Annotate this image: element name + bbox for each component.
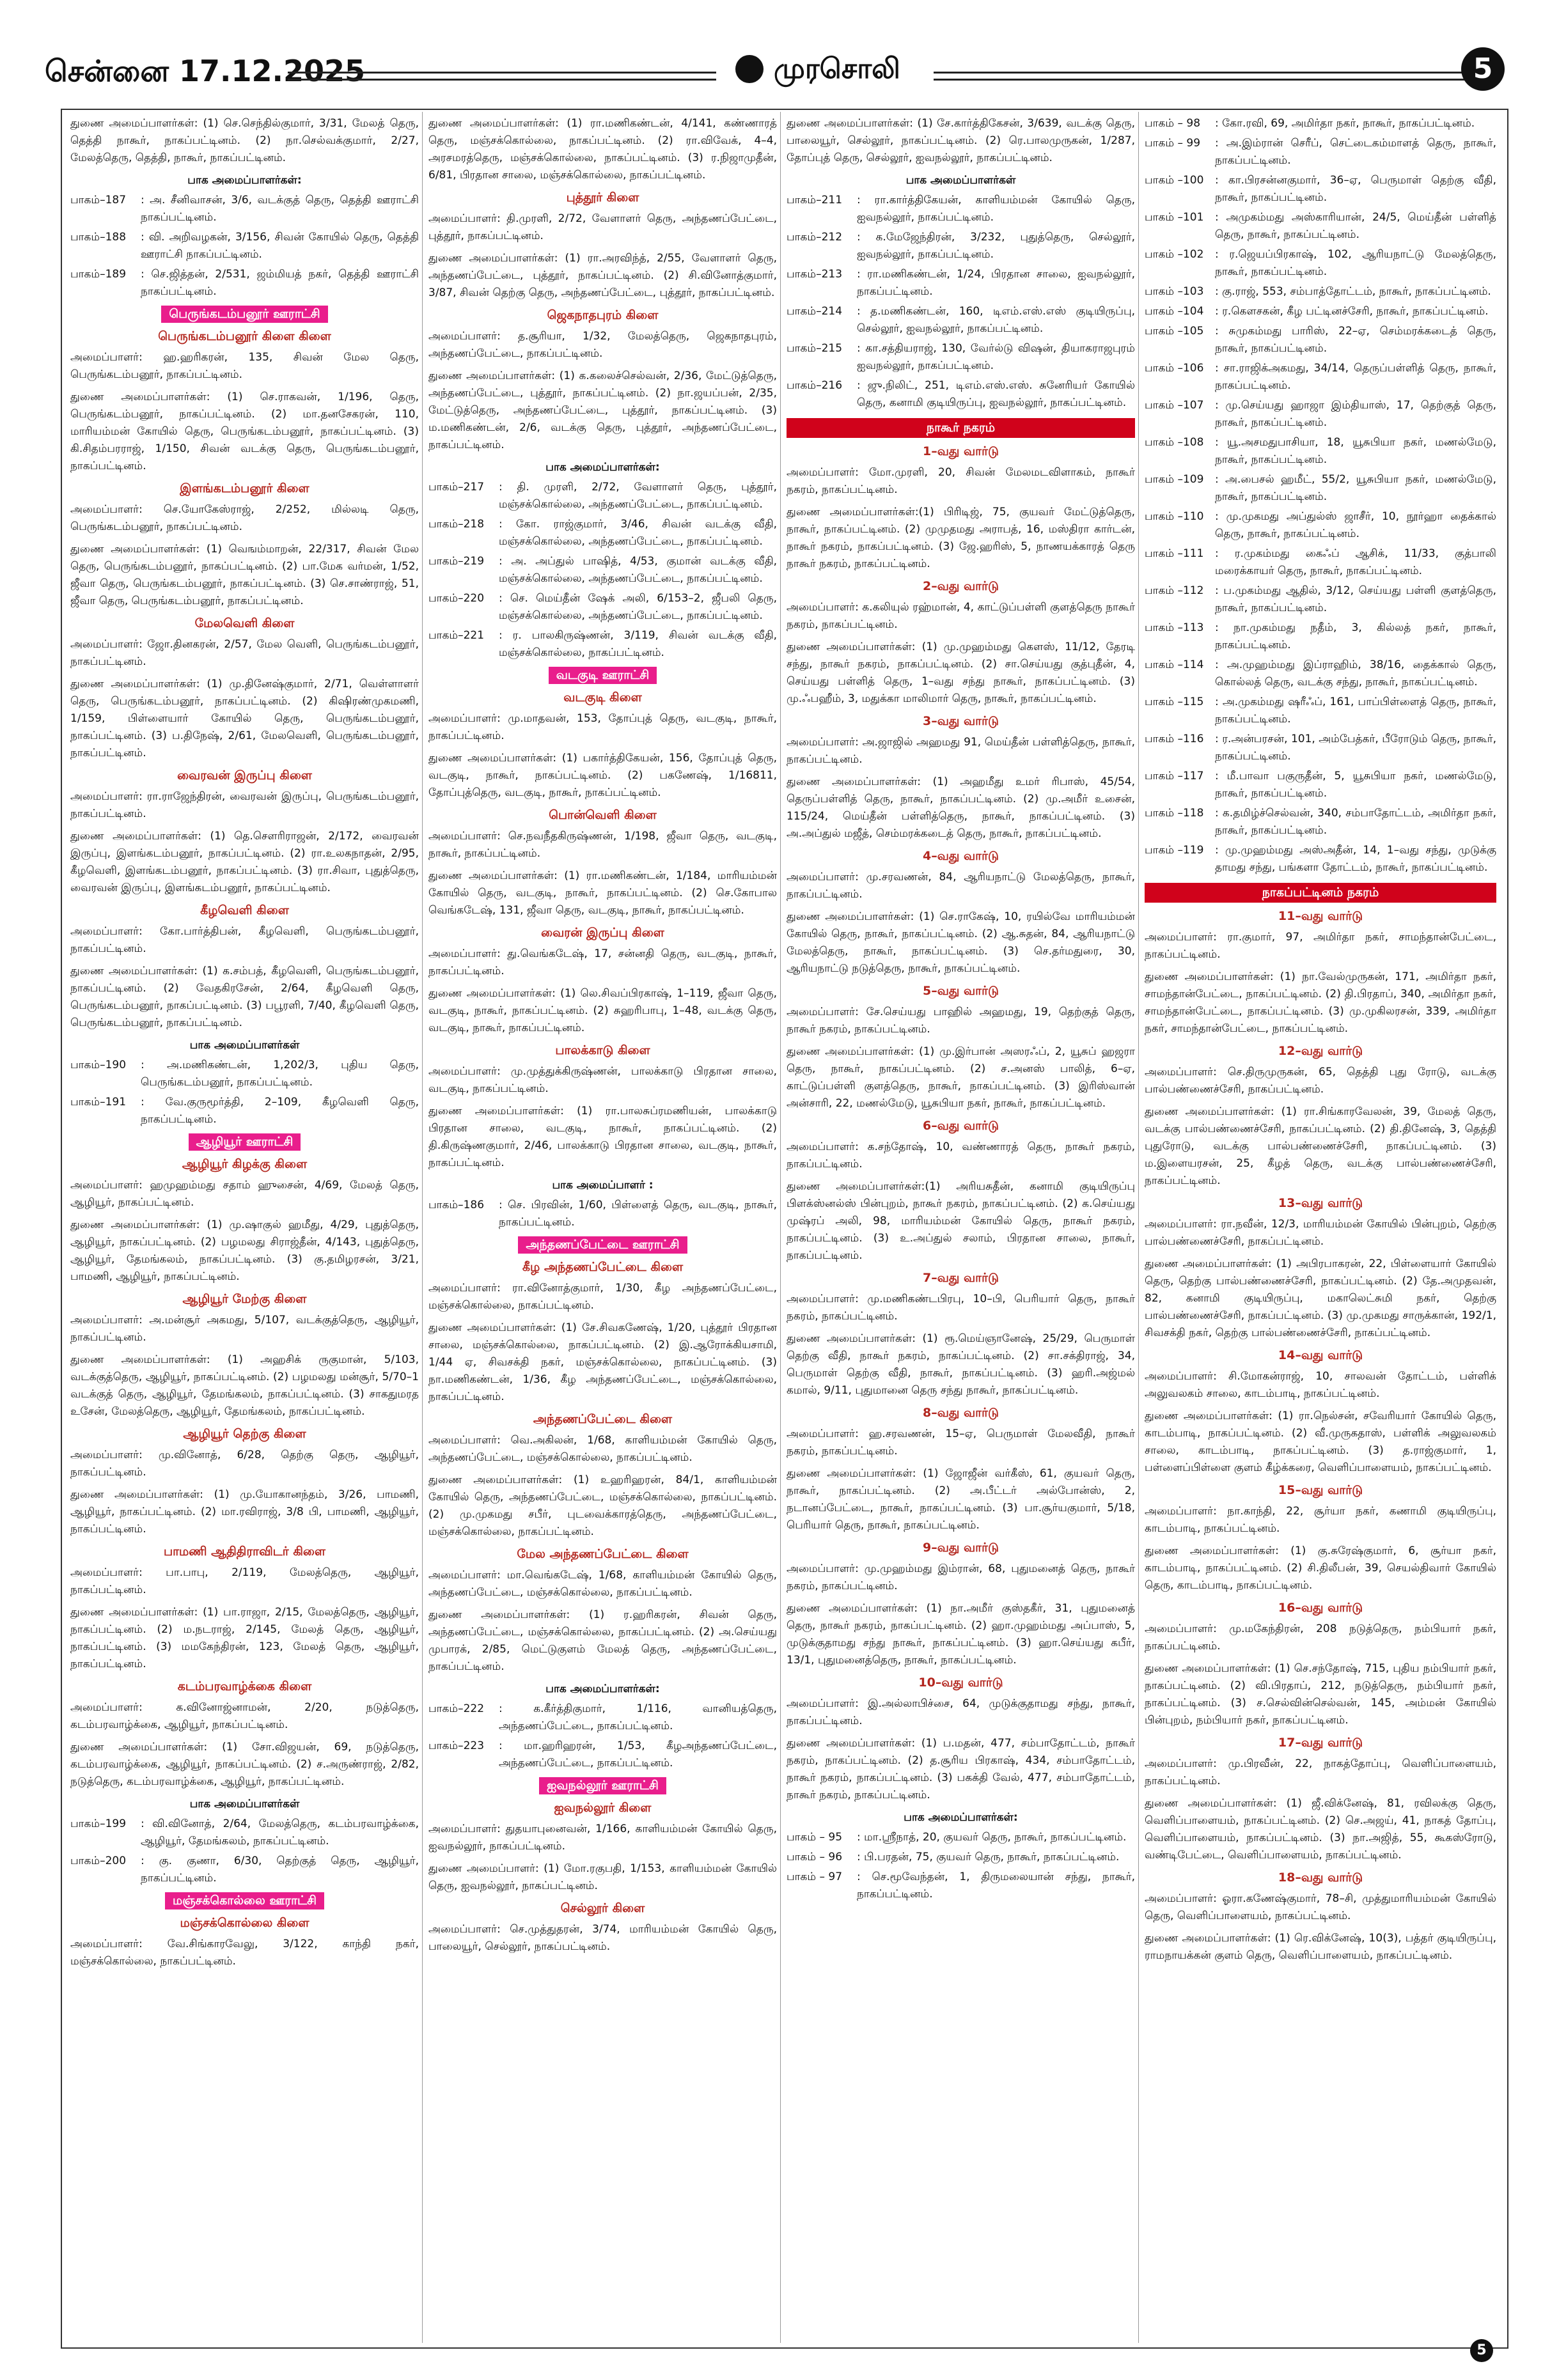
booth-number: பாகம் –115 — [1145, 696, 1204, 708]
booth-organizer: : த.மணிகண்டன், 160, டிஎம்.எஸ்.எஸ் குடியிருப்பு, செல்லூர், ஐவநல்லூர், நாகப்பட்டினம். — [857, 305, 1135, 335]
booth-number: பாகம்–217 — [428, 481, 485, 494]
panchayat-heading: அந்தணப்பேட்டை ஊராட்சி — [518, 1236, 687, 1254]
booth-row — [1145, 323, 1496, 357]
deputy-organizers: துணை அமைப்பாளர்கள்: (1) க.சம்பத், கீழவெளி, பெருங்கடம்பனூர், நாகப்பட்டினம். (2) வேதகிரசேன், 2/64, கீழவெளி தெரு, பெருங்கடம்பனூர், நாகப்பட்டினம். (3) பபூரளி, 7/40, கீழவெளி தெரு, பெருங்கடம்பனூர், நாகப்பட்டினம். — [70, 965, 419, 1029]
booth-number: பாகம்–218 — [428, 518, 485, 531]
booth-organizer: : மு.செய்யது ஹாஜா இம்தியாஸ், 17, தெற்குத் தெரு, நாகூர், நாகப்பட்டினம். — [1215, 399, 1496, 429]
issue-date: சென்னை 17.12.2025 — [45, 54, 366, 88]
booth-organizer: : தி. முரளி, 2/72, வேளாளர் தெரு, புத்தூர், மஞ்சக்கொல்லை, அந்தணப்பேட்டை, நாகப்பட்டினம். — [499, 481, 777, 511]
booth-organizers-heading: பாக அமைப்பாளர்கள் — [905, 174, 1016, 187]
booth-organizers-heading: பாக அமைப்பாளர்கள்: — [545, 1683, 660, 1695]
organizer: அமைப்பாளர்: மு.மகேந்திரன், 208 நடுத்தெரு, நம்பியார் நகர், நாகப்பட்டினம். — [1145, 1622, 1496, 1653]
booth-number: பாகம் –119 — [1145, 844, 1204, 857]
booth-row — [787, 1869, 1135, 1903]
booth-row — [1145, 172, 1496, 206]
deputy-organizers: துணை அமைப்பாளர்கள்: (1) மு.இர்பான் அஸரஃப், 2, யூசுப் ஹஜரா தெரு, நாகூர், நாகப்பட்டினம். (2) ச.அனஸ் பாலித், 6–ஏ, காட்டுப்பள்ளி குளத்தெரு, நாகூர், நாகப்பட்டினம். (3) இரிஸ்வான் அன்சாரி, 22, மணல்மேடு, யூசுபியா நகர், நாகூர், நாகப்பட்டினம். — [787, 1045, 1135, 1110]
organizer: அமைப்பாளர்: மு.மணிகண்டபிரபு, 10–பி, பெரியார் தெரு, நாகூர் நகரம், நாகப்பட்டினம். — [787, 1293, 1135, 1323]
booth-number: பாகம்–213 — [787, 268, 843, 281]
brand-logo-icon — [735, 55, 764, 83]
panchayat-heading: பெருங்கடம்பனூர் ஊராட்சி — [161, 306, 327, 323]
booth-number: பாகம் –111 — [1145, 547, 1204, 560]
booth-organizer: : மீ.பாவா பகுருதீன், 5, யூசுபியா நகர், மணல்மேடு, நாகூர், நாகப்பட்டினம். — [1215, 770, 1496, 800]
booth-row — [70, 1094, 419, 1128]
deputy-organizers: துணை அமைப்பாளர்கள்: (1) நா.வேல்முருகன், 171, அமிர்தா நகர், சாமந்தான்பேட்டை, நாகப்பட்டினம். (2) தி.பிரதாப், 340, அமிர்தா நகர், சாமந்தான்பேட்டை, நாகப்பட்டினம். (3) மு.முகிலரசன், 339, அமிர்தா நகர், சாமந்தான்பேட்டை, நாகப்பட்டினம். — [1145, 970, 1496, 1035]
ward-heading: 1–வது வார்டு — [923, 444, 999, 458]
booth-row — [1145, 582, 1496, 617]
booth-row — [1145, 694, 1496, 728]
booth-row — [428, 1738, 777, 1772]
booth-organizer: : அ.முகம்மது ஷரீஃப், 161, பாப்பிள்ளைத் தெரு, நாகூர், நாகப்பட்டினம். — [1215, 696, 1496, 726]
deputy-organizers: துணை அமைப்பாளர்கள்: (1) லெ.சிவப்பிரகாஷ், 1–119, ஜீவா தெரு, வடகுடி, நாகூர், நாகப்பட்டினம். (2) சுஹரிபாபு, 1–48, வடக்கு தெரு, வடகுடி, நாகூர், நாகப்பட்டினம். — [428, 987, 777, 1034]
ward-heading: 7–வது வார்டு — [923, 1271, 999, 1285]
column-divider — [780, 112, 781, 2343]
booth-organizer: : மா.ஸ்ரீநாத், 20, குயவர் தெரு, நாகூர், நாகப்பட்டினம். — [857, 1831, 1127, 1844]
deputy-organizers: துணை அமைப்பாளர்கள்: (1) ரெ.விக்னேஷ், 10(3), பத்தர் குடியிருப்பு, ராமநாயக்கன் குளம் தெரு, வெளிப்பாளையம், நாகப்பட்டினம். — [1145, 1932, 1496, 1962]
column-1 — [70, 115, 419, 2327]
ward-heading: 15–வது வார்டு — [1278, 1483, 1363, 1497]
booth-row — [1145, 657, 1496, 691]
booth-row — [1145, 283, 1496, 300]
booth-number: பாகம் –114 — [1145, 658, 1204, 671]
booth-organizer: : ர.கௌசகன், கீழ பட்டினச்சேரி, நாகூர், நாகப்பட்டினம். — [1215, 305, 1489, 318]
ward-heading: 11–வது வார்டு — [1278, 909, 1363, 923]
booth-organizer: : க.தமிழ்ச்செல்வன், 340, சம்பாதோட்டம், அமிர்தா நகர், நாகூர், நாகப்பட்டினம். — [1215, 807, 1496, 837]
booth-organizer: : மா.ஹரிஹரன், 1/53, கீழஅந்தணப்பேட்டை, அந்தணப்பேட்டை, நாகப்பட்டினம். — [499, 1739, 777, 1769]
booth-number: பாகம் –106 — [1145, 362, 1204, 375]
column-divider — [422, 112, 423, 2343]
ward-heading: 13–வது வார்டு — [1278, 1196, 1363, 1210]
organizer: அமைப்பாளர்: செ.யோகேஸ்ராஜ், 2/252, மில்லடி தெரு, பெருங்கடம்பனூர், நாகப்பட்டினம். — [70, 503, 419, 533]
deputy-organizers: துணை அமைப்பாளர்கள்: (1) சே.சிவகணேஷ், 1/20, புத்தூர் பிரதான சாலை, மஞ்சக்கொல்லை, நாகப்பட்டினம். (2) இ.ஆரோக்கியசாமி, 1/44 ஏ, சிவசக்தி நகர், மஞ்சக்கொல்லை, நாகப்பட்டினம். (3) நா.மணிகண்டன், 1/36, கீழ அந்தணப்பேட்டை, மஞ்சக்கொல்லை, நாகப்பட்டினம். — [428, 1321, 777, 1403]
organizer: அமைப்பாளர்: செ.நவநீதகிருஷ்ணன், 1/198, ஜீவா தெரு, வடகுடி, நாகூர், நாகப்பட்டினம். — [428, 830, 777, 860]
branch-heading: வைரவன் இருப்பு கிளை — [177, 768, 312, 782]
booth-number: பாகம்–216 — [787, 379, 843, 392]
branch-heading: ஜெகநாதபுரம் கிளை — [547, 308, 659, 322]
deputy-organizers: துணை அமைப்பாளர்கள்: (1) செ.ராகேஷ், 10, ரயில்வே மாரியம்மன் கோயில் தெரு, நாகூர், நாகப்பட்டினம். (2) ஆ.சுதன், 84, ஆரியநாட்டு மேலத்தெரு, நாகூர், நாகப்பட்டினம். (3) செ.தர்மதுரை, 30, ஆரியநாட்டு நடுத்தெரு, நாகூர், நாகப்பட்டினம். — [787, 910, 1135, 975]
booth-number: பாகம் –104 — [1145, 305, 1204, 318]
deputy-organizers: துணை அமைப்பாளர்கள்: (1) ப.மதன், 477, சம்பாதோட்டம், நாகூர் நகரம், நாகப்பட்டினம். (2) த.சூரிய பிரகாஷ், 434, சம்பாதோட்டம், நாகூர் நகரம், நாகப்பட்டினம். (3) பகக்தி வேல், 477, சம்பாதோட்டம், நாகூர் நகரம், நாகப்பட்டினம். — [787, 1737, 1135, 1801]
organizer: அமைப்பாளர்: இ.அல்லாபிச்சை, 64, முடுக்குதாமது சந்து, நாகூர், நாகப்பட்டினம். — [787, 1697, 1135, 1727]
booth-organizer: : கு.ராஜ், 553, சம்பாத்தோட்டம், நாகூர், நாகப்பட்டினம். — [1215, 285, 1491, 298]
booth-organizer: : அ.பைசல் ஹமீட், 55/2, யூசுபியா நகர், மணல்மேடு, நாகூர், நாகப்பட்டினம். — [1215, 473, 1496, 503]
branch-heading: புத்தூர் கிளை — [566, 191, 639, 205]
booth-number: பாகம்–190 — [70, 1059, 127, 1071]
booth-row — [1145, 768, 1496, 802]
booth-row — [428, 516, 777, 550]
deputy-organizers: துணை அமைப்பாளர்கள்: (1) க.கலைச்செல்வன், 2/36, மேட்டுத்தெரு, அந்தணப்பேட்டை, புத்தூர், நாகப்பட்டினம். (2) நா.ஜயப்பன், 2/35, மேட்டுத்தெரு, அந்தணப்பேட்டை, புத்தூர், நாகப்பட்டினம். (3) ம.மணிகண்டன், 2/6, வடக்கு தெரு, புத்தூர், அந்தணப்பேட்டை, நாகப்பட்டினம். — [428, 369, 777, 451]
booth-number: பாகம் –113 — [1145, 621, 1204, 634]
organizer: அமைப்பாளர்: வே.சிங்காரவேலு, 3/122, காந்தி நகர், மஞ்சக்கொல்லை, நாகப்பட்டினம். — [70, 1938, 419, 1968]
organizer: அமைப்பாளர்: த.சூரியா, 1/32, மேலத்தெரு, ஜெகநாதபுரம், அந்தணப்பேட்டை, நாகப்பட்டினம். — [428, 330, 777, 360]
booth-row — [1145, 842, 1496, 876]
deputy-organizers: துணை அமைப்பாளர்கள்: (1) உஹரிஹரன், 84/1, காளியம்மன் கோயில் தெரு, அந்தணப்பேட்டை, மஞ்சக்கொல்லை, நாகப்பட்டினம். (2) மு.முகமது சபீர், புடவைக்காரத்தெரு, அந்தணப்பேட்டை, மஞ்சக்கொல்லை, நாகப்பட்டினம். — [428, 1474, 777, 1538]
booth-row — [787, 377, 1135, 412]
organizer: அமைப்பாளர்: ஹ.ஹரிகரன், 135, சிவன் மேல தெரு, பெருங்கடம்பனூர், நாகப்பட்டினம். — [70, 351, 419, 381]
organizer: அமைப்பாளர்: ஹ.சரவணன், 15–ஏ, பெருமாள் மேலவீதி, நாகூர் நகரம், நாகப்பட்டினம். — [787, 1427, 1135, 1458]
booth-organizer: : வி. அறிவழகன், 3/156, சிவன் கோயில் தெரு, தெத்தி ஊராட்சி நாகப்பட்டினம். — [141, 231, 419, 261]
column-2 — [428, 115, 777, 2327]
booth-row — [787, 340, 1135, 375]
booth-number: பாகம் –108 — [1145, 436, 1204, 449]
organizer: அமைப்பாளர்: வெ.அகிலன், 1/68, காளியம்மன் கோயில் தெரு, அந்தணப்பேட்டை, மஞ்சக்கொல்லை, நாகப்பட்டினம். — [428, 1434, 777, 1464]
ward-heading: 10–வது வார்டு — [918, 1676, 1003, 1690]
booth-organizers-heading: பாக அமைப்பாளர்கள் — [189, 1798, 300, 1810]
ward-heading: 12–வது வார்டு — [1278, 1044, 1363, 1058]
booth-row — [1145, 508, 1496, 543]
organizer: அமைப்பாளர்: அ.மன்சூர் அகமது, 5/107, வடக்குத்தெரு, ஆழியூர், நாகப்பட்டினம். — [70, 1314, 419, 1344]
deputy-organizers: துணை அமைப்பாளர்கள்: (1) அஹசிக் ருகுமான், 5/103, வடக்குத்தெரு, ஆழியூர், நாகப்பட்டினம். (2) பழமலது மன்சூர், 5/70–1 வடக்குத் தெரு, ஆழியூர், தேமங்கலம், நாகப்பட்டினம். (3) சாகதுமரத உசேன், மேலத்தெரு, ஆழியூர், தேமங்கலம், நாகப்பட்டினம். — [70, 1353, 419, 1418]
booth-row — [428, 1700, 777, 1735]
booth-row — [428, 590, 777, 625]
booth-number: பாகம்–199 — [70, 1817, 127, 1830]
masthead — [38, 50, 1505, 95]
organizer: அமைப்பாளர்: கோ.பார்த்திபன், கீழவெளி, பெருங்கடம்பனூர், நாகப்பட்டினம். — [70, 925, 419, 955]
booth-organizer: : சுமுகம்மது பாரிஸ், 22–ஏ, செம்மரக்கடைத் தெரு, நாகூர், நாகப்பட்டினம். — [1215, 325, 1496, 355]
booth-row — [1145, 360, 1496, 394]
ward-heading: 18–வது வார்டு — [1278, 1871, 1363, 1885]
branch-heading: செல்லூர் கிளை — [560, 1901, 645, 1915]
booth-organizer: : அ.முஹம்மது இப்ராஹிம், 38/16, தைக்கால் தெரு, கொல்லத் தெரு, வடக்கு சந்து, நாகூர், நாகப்பட்டினம். — [1215, 658, 1496, 688]
deputy-organizers: துணை அமைப்பாளர்கள்: (1) ஜீ.விக்னேஷ், 81, ரவிலக்கு தெரு, வெளிப்பாளையம், நாகப்பட்டினம். (2) செ.அஜய், 41, நாகத் தோப்பு, வெளிப்பாளையம், நாகப்பட்டினம். (3) நா.அஜித், 55, கூகஸ்ரோடு, வண்டிபேட்டை, வெளிப்பாளையம், நாகப்பட்டினம். — [1145, 1797, 1496, 1862]
booth-row — [1145, 209, 1496, 244]
booth-number: பாகம் –117 — [1145, 770, 1204, 782]
branch-heading: கீழ அந்தணப்பேட்டை கிளை — [522, 1260, 684, 1274]
ward-heading: 9–வது வார்டு — [923, 1541, 999, 1555]
booth-organizer: : சா.ராஜிக்அகமது, 34/14, தெருப்பள்ளித் தெரு, நாகூர், நாகப்பட்டினம். — [1215, 362, 1496, 392]
deputy-organizers: துணை அமைப்பாளர்கள்: (1) ரா.நெல்சன், சவேரியார் கோயில் தெரு, காடம்பாடி, நாகப்பட்டினம். (2) வீ.முருகதாஸ், பள்ளிக் அலுவலகம் சாலை, காடம்பாடி, நாகப்பட்டினம். (3) த.ராஜ்குமார், 1, பள்ளைப்பிள்ளை குளம் கீழ்க்கரை, வெளிப்பாளையம், நாகப்பட்டினம். — [1145, 1410, 1496, 1474]
booth-number: பாகம்–222 — [428, 1702, 485, 1715]
booth-number: பாகம் –107 — [1145, 399, 1204, 412]
branch-heading: பாலக்காடு கிளை — [555, 1043, 650, 1057]
booth-organizer: : செ. பிரவின், 1/60, பிள்ளைத் தெரு, வடகுடி, நாகூர், நாகப்பட்டினம். — [499, 1199, 777, 1229]
panchayat-heading: மஞ்சக்கொல்லை ஊராட்சி — [165, 1892, 324, 1909]
deputy-organizers: துணை அமைப்பாளர்கள்: (1) ரா.மணிகண்டன், 4/141, கண்ணாரத் தெரு, மஞ்சக்கொல்லை, நாகப்பட்டினம். (2) ரா.விவேக், 4–4, அரசமரத்தெரு, மஞ்சக்கொல்லை, நாகப்பட்டினம். (3) ர.நிஜாமுதீன், 6/81, பிரதான சாலை, மஞ்சக்கொல்லை, நாகப்பட்டினம். — [428, 117, 777, 182]
booth-organizer: : ர.ஜெயப்பிரகாஷ், 102, ஆரியநாட்டு மேலத்தெரு, நாகூர், நாகப்பட்டினம். — [1215, 248, 1496, 278]
booth-organizer: : நா.முகம்மது நதீம், 3, கில்லத் நகர், நாகூர், நாகப்பட்டினம். — [1215, 621, 1496, 651]
booth-row — [1145, 115, 1496, 132]
booth-number: பாகம்–187 — [70, 194, 127, 206]
ward-heading: 17–வது வார்டு — [1278, 1736, 1363, 1750]
organizer: அமைப்பாளர்: துதயாபுனைவன், 1/166, காளியம்மன் கோயில் தெரு, ஐவநல்லூர், நாகப்பட்டினம். — [428, 1823, 777, 1853]
organizer: அமைப்பாளர்: ரா.வினோத்குமார், 1/30, கீழ அந்தணப்பேட்டை, மஞ்சக்கொல்லை, நாகப்பட்டினம். — [428, 1282, 777, 1312]
booth-organizers-heading: பாக அமைப்பாளர் : — [552, 1179, 654, 1192]
ward-heading: 8–வது வார்டு — [923, 1406, 999, 1420]
booth-row — [70, 1816, 419, 1850]
branch-heading: கீழவெளி கிளை — [200, 903, 289, 917]
organizer: அமைப்பாளர்: அ.ஜாஜில் அஹமது 91, மெய்தீன் பள்ளித்தெரு, நாகூர், நாகப்பட்டினம். — [787, 736, 1135, 766]
booth-number: பாகம் –100 — [1145, 174, 1204, 187]
booth-number: பாகம்–200 — [70, 1855, 127, 1867]
booth-number: பாகம்–221 — [428, 629, 485, 642]
booth-number: பாகம்–188 — [70, 231, 127, 244]
deputy-organizers: துணை அமைப்பாளர்கள்:(1) பிரிடிஜ், 75, குயவர் மேட்டுத்தெரு, நாகூர், நாகப்பட்டினம். (2) முமுதமது அராபத், 16, மஸ்திரா கார்டன், நாகூர் நகரம், நாகப்பட்டினம். (3) ஜே.ஹரிஸ், 5, நாணயக்காரத் தெரு நாகூர் நகரம், நாகப்பட்டினம். — [787, 506, 1135, 570]
deputy-organizers: துணை அமைப்பாளர்கள்: (1) தெ.சௌரிராஜன், 2/172, வைரவன் இருப்பு, இளங்கடம்பனூர், நாகப்பட்டினம். (2) ரா.உலகநாதன், 2/95, கீழவெளி, இளங்கடம்பனூர், நாகப்பட்டினம். (3) ரா.சிவா, புதுத்தெரு, வைரவன் இருப்பு, இளங்கடம்பனூர், நாகப்பட்டினம். — [70, 830, 419, 894]
organizer: அமைப்பாளர்: மோ.முரளி, 20, சிவன் மேலமடவிளாகம், நாகூர் நகரம், நாகப்பட்டினம். — [787, 466, 1135, 496]
deputy-organizers: துணை அமைப்பாளர்கள்: (1) ரா.பாலசுப்ரமணியன், பாலக்காடு பிரதான சாலை, வடகுடி, நாகூர், நாகப்பட்டினம். (2) தி.கிருஷ்ணகுமார், 2/46, பாலக்காடு பிரதான சாலை, வடகுடி, நாகூர், நாகப்பட்டினம். — [428, 1105, 777, 1169]
branch-heading: ஐவநல்லூர் கிளை — [554, 1801, 652, 1815]
booth-row — [787, 192, 1135, 226]
deputy-organizers: துணை அமைப்பாளர்கள்: (1) செ.செந்தில்குமார், 3/31, மேலத் தெரு, தெத்தி நாகூர், நாகப்பட்டினம். (2) நா.செல்வக்குமார், 2/27, மேலத்தெரு, தெத்தி, நாகூர், நாகப்பட்டினம். — [70, 117, 419, 164]
booth-row — [1145, 471, 1496, 506]
booth-row — [1145, 731, 1496, 765]
organizer: அமைப்பாளர்: மு.பிரவீன், 22, நாகத்தோப்பு, வெளிப்பாளையம், நாகப்பட்டினம். — [1145, 1757, 1496, 1787]
organizer: அமைப்பாளர்: மு.முஹம்மது இம்ரான், 68, புதுமனைத் தெரு, நாகூர் நகரம், நாகப்பட்டினம். — [787, 1562, 1135, 1592]
booth-organizer: : வி.வினோத், 2/64, மேலத்தெரு, கடம்பரவாழ்க்கை, ஆழியூர், தேமங்கலம், நாகப்பட்டினம். — [141, 1817, 419, 1847]
booth-organizer: : ரா.மணிகண்டன், 1/24, பிரதான சாலை, ஐவநல்லூர், நாகப்பட்டினம். — [857, 268, 1135, 298]
booth-row — [428, 479, 777, 513]
organizer: அமைப்பாளர்: மு.வினோத், 6/28, தெற்கு தெரு, ஆழியூர், நாகப்பட்டினம். — [70, 1449, 419, 1479]
booth-row — [1145, 545, 1496, 580]
booth-number: பாகம் –118 — [1145, 807, 1204, 820]
deputy-organizers: துணை அமைப்பாளர்கள்: (1) பகார்த்திகேயன், 156, தோப்புத் தெரு, வடகுடி, நாகூர், நாகப்பட்டினம். (2) பகணேஷ், 1/16811, தோப்புத்தெரு, வடகுடி, நாகூர், நாகப்பட்டினம். — [428, 752, 777, 799]
branch-heading: வடகுடி கிளை — [563, 690, 642, 704]
organizer: அமைப்பாளர்: சி.மோகன்ராஜ், 10, சாலவன் தோட்டம், பள்ளிக் அலுவலகம் சாலை, காடம்பாடி, நாகப்பட்டினம். — [1145, 1370, 1496, 1400]
branch-heading: பெருங்கடம்பனூர் கிளை கிளை — [158, 329, 331, 343]
panchayat-heading: ஐவநல்லூர் ஊராட்சி — [539, 1777, 666, 1794]
masthead-rule-left — [288, 72, 716, 81]
organizer: அமைப்பாளர்: க.சந்தோஷ், 10, வண்ணாரத் தெரு, நாகூர் நகரம், நாகப்பட்டினம். — [787, 1140, 1135, 1171]
booth-row — [1145, 303, 1496, 320]
booth-organizer: : ர.முகம்மது கைஃப் ஆசிக், 11/33, குத்பாலி மரைக்காயர் தெரு, நாகூர், நாகப்பட்டினம். — [1215, 547, 1496, 577]
booth-organizer: : க.மேஜேந்திரன், 3/232, புதுத்தெரு, செல்லூர், ஐவநல்லூர், நாகப்பட்டினம். — [857, 231, 1135, 261]
booth-number: பாகம்–220 — [428, 592, 485, 605]
booth-organizer: : அமுகம்மது அஸ்காரியான், 24/5, மெய்தீன் பள்ளித் தெரு, நாகூர், நாகப்பட்டினம். — [1215, 211, 1496, 241]
deputy-organizers: துணை அமைப்பாளர்கள்: (1) செ.ராகவன், 1/196, தெரு, பெருங்கடம்பனூர், நாகப்பட்டினம். (2) மா.தனசேகரன், 110, மாரியம்மன் கோயில் தெரு, பெருங்கடம்பனூர், நாகப்பட்டினம். (3) கி.சிதம்பரராஜ், 1/150, சிவன் வடக்கு தெரு, பெருங்கடம்பனூர், நாகப்பட்டினம். — [70, 391, 419, 472]
booth-organizers-heading: பாக அமைப்பாளர்கள்: — [545, 461, 660, 474]
booth-organizer: : கோ.ரவி, 69, அமிர்தா நகர், நாகூர், நாகப்பட்டினம். — [1215, 117, 1475, 130]
booth-organizer: : அ.இம்ரான் செரீப், செட்டைகம்மாளத் தெரு, நாகூர், நாகப்பட்டினம். — [1215, 137, 1496, 167]
booth-number: பாகம் – 97 — [787, 1871, 843, 1883]
booth-row — [70, 1853, 419, 1887]
booth-row — [428, 553, 777, 587]
ward-heading: 5–வது வார்டு — [923, 984, 999, 998]
booth-organizer: : கா.பிரசன்னகுமார், 36–ஏ, பெருமாள் தெற்கு வீதி, நாகூர், நாகப்பட்டினம். — [1215, 174, 1496, 204]
organizer: அமைப்பாளர்: மு.முத்துக்கிருஷ்ணன், பாலக்காடு பிரதான சாலை, வடகுடி, நாகப்பட்டினம். — [428, 1065, 777, 1095]
booth-organizer: : மு.முஹம்மது அஸ்அதீன், 14, 1–வது சந்து, முடுக்கு தாமது சந்து, பங்களா தோட்டம், நாகூர், நாகப்பட்டினம். — [1215, 844, 1496, 874]
organizer: அமைப்பாளர்: மா.வெங்கடேஷ், 1/68, காளியம்மன் கோயில் தெரு, அந்தணப்பேட்டை, மஞ்சக்கொல்லை, நாகப்பட்டினம். — [428, 1569, 777, 1599]
booth-organizer: : க.கீர்த்திகுமார், 1/116, வானியத்தெரு, அந்தணப்பேட்டை, நாகப்பட்டினம். — [499, 1702, 777, 1732]
booth-organizer: : மு.முகமது அப்துல்ஸ் ஜாசீர், 10, நூர்ஹா தைக்கால் தெரு, நாகூர், நாகப்பட்டினம். — [1215, 510, 1496, 540]
booth-number: பாகம் –101 — [1145, 211, 1204, 224]
booth-number: பாகம் –116 — [1145, 733, 1204, 745]
booth-row — [70, 229, 419, 263]
booth-organizer: : கு. குணா, 6/30, தெற்குத் தெரு, ஆழியூர், நாகப்பட்டினம். — [141, 1855, 419, 1885]
organizer: அமைப்பாளர்: செ.முத்துதரன், 3/74, மாரியம்மன் கோயில் தெரு, பாலையூர், செல்லூர், நாகப்பட்டினம். — [428, 1923, 777, 1953]
organizer: அமைப்பாளர்: ரா.குமார், 97, அமிர்தா நகர், சாமந்தான்பேட்டை, நாகப்பட்டினம். — [1145, 931, 1496, 961]
deputy-organizers: துணை அமைப்பாளர்கள்: (1) அஹமீது உமர் ரிபாஸ், 45/54, தெருப்பள்ளித் தெரு, நாகூர், நாகப்பட்டினம். (2) மு.அமீர் உசைன், 115/24, மெய்தீன் பள்ளித்தெரு, நாகூர், நாகப்பட்டினம். (3) அ.அப்துல் மஜீத், செம்மரக்கடைத் தெரு, நாகூர், நாகப்பட்டினம். — [787, 775, 1135, 840]
booth-row — [70, 192, 419, 226]
column-divider — [1138, 112, 1139, 2343]
booth-number: பாகம் –103 — [1145, 285, 1204, 298]
branch-heading: வைரன் இருப்பு கிளை — [541, 926, 664, 940]
booth-organizer: : கா.சத்தியராஜ், 130, வேர்ல்டு விஷன், தியாகராஜபுரம் ஐவநல்லூர், நாகப்பட்டினம். — [857, 342, 1135, 372]
booth-organizer: : செ. மெய்தீன் ஷேக் அலி, 6/153–2, ஜீபலி தெரு, மஞ்சக்கொல்லை, அந்தணப்பேட்டை, நாகப்பட்டினம். — [499, 592, 777, 622]
organizer: அமைப்பாளர்: நா.காந்தி, 22, சூர்யா நகர், கணாமி குடியிருப்பு, காடம்பாடி, நாகப்பட்டினம். — [1145, 1505, 1496, 1535]
organizer: அமைப்பாளர்: மு.சரவணன், 84, ஆரியநாட்டு மேலத்தெரு, நாகூர், நாகப்பட்டினம். — [787, 871, 1135, 901]
booth-organizer: : அ. அப்துல் பாஷித், 4/53, குமான் வடக்கு வீதி, மஞ்சக்கொல்லை, அந்தணப்பேட்டை, நாகப்பட்டினம். — [499, 555, 777, 585]
ward-heading: 14–வது வார்டு — [1278, 1348, 1363, 1362]
booth-organizer: : யூ.அசமதுபாசியா, 18, யூசுபியா நகர், மணல்மேடு, நாகூர், நாகப்பட்டினம். — [1215, 436, 1496, 466]
branch-heading: ஆழியூர் மேற்கு கிளை — [182, 1292, 307, 1306]
booth-number: பாகம் –105 — [1145, 325, 1204, 338]
organizer: அமைப்பாளர்: க.கலியுல் ரஹ்மான், 4, காட்டுப்பள்ளி குளத்தெரு நாகூர் நகரம், நாகப்பட்டினம். — [787, 601, 1135, 631]
branch-heading: மஞ்சக்கொல்லை கிளை — [180, 1916, 309, 1930]
booth-organizer: : கோ. ராஜ்குமார், 3/46, சிவன் வடக்கு வீதி, மஞ்சக்கொல்லை, அந்தணப்பேட்டை, நாகப்பட்டினம். — [499, 518, 777, 548]
branch-heading: ஆழியூர் தெற்கு கிளை — [183, 1427, 306, 1441]
booth-organizer: : அ. சீனிவாசன், 3/6, வடக்குத் தெரு, தெத்தி ஊராட்சி நாகப்பட்டினம். — [141, 194, 419, 224]
booth-organizer: : ஜு.நிலிட், 251, டிஎம்.எஸ்.எஸ். சுனேரியர் கோயில் தெரு, கனாமி குடியிருப்பு, ஐவநல்லூர், நாகப்பட்டினம். — [857, 379, 1135, 409]
footer-page-number: 5 — [1470, 2339, 1493, 2362]
branch-heading: இளங்கடம்பனூர் கிளை — [180, 481, 309, 495]
booth-row — [787, 229, 1135, 263]
organizer: அமைப்பாளர்: ஜோ.தினகரன், 2/57, மேல வெளி, பெருங்கடம்பனூர், நாகப்பட்டினம். — [70, 638, 419, 668]
branch-heading: ஆழியூர் கிழக்கு கிளை — [182, 1157, 308, 1171]
deputy-organizers: துணை அமைப்பாளர்கள்: (1) கு.சுரேஷ்குமார், 6, சூர்யா நகர், காடம்பாடி, நாகப்பட்டினம். (2) சி.திலீபன், 39, செயல்திவார் கோயில் தெரு, காடம்பாடி, நாகப்பட்டினம். — [1145, 1544, 1496, 1592]
booth-organizer: : ரா.கார்த்திகேயன், காளியம்மன் கோயில் தெரு, ஐவநல்லூர், நாகப்பட்டினம். — [857, 194, 1135, 224]
booth-organizer: : ர. பாலகிருஷ்ணன், 3/119, சிவன் வடக்கு வீதி, மஞ்சக்கொல்லை, நாகப்பட்டினம். — [499, 629, 777, 659]
booth-row — [1145, 397, 1496, 432]
organizer: அமைப்பாளர்: க.வினோஜ்னாமன், 2/20, நடுத்தெரு, கடம்பரவாழ்க்கை, ஆழியூர், நாகப்பட்டினம். — [70, 1701, 419, 1731]
organizer: அமைப்பாளர்: ஓரா.கணேஷ்குமார், 78–சி, முத்துமாரியம்மன் கோயில் தெரு, வெளிப்பாளையம், நாகப்பட்டினம். — [1145, 1892, 1496, 1922]
page-number-badge: 5 — [1461, 47, 1505, 91]
organizer: அமைப்பாளர்: சே.செய்யது பாஹில் அஹமது, 19, தெற்குத் தெரு, நாகூர் நகரம், நாகப்பட்டினம். — [787, 1006, 1135, 1036]
booth-row — [1145, 434, 1496, 469]
booth-number: பாகம் – 99 — [1145, 137, 1201, 150]
branch-heading: பொன்வெளி கிளை — [549, 808, 657, 822]
deputy-organizers: துணை அமைப்பாளர்கள்: (1) ர.ஹரிகரன், சிவன் தெரு, அந்தணப்பேட்டை, மஞ்சக்கொல்லை, நாகப்பட்டினம். (2) அ.செய்யது முபாரக், 2/85, மெட்டுகுளம் மேலத் தெரு, அந்தணப்பேட்டை, நாகப்பட்டினம். — [428, 1608, 777, 1673]
deputy-organizers: துணை அமைப்பாளர்கள்: (1) அபிரபாகரன், 22, பிள்ளையார் கோயில் தெரு, தெற்கு பால்பண்ணைச்சேரி, நாகப்பட்டினம். (2) தே.அமுதவன், 82, கனாமி குடியிருப்பு, மகாலெட்சுமி நகர், தெற்கு பால்பண்ணைச்சேரி, நாகப்பட்டினம். (3) மு.முகமது சாருக்கான், 192/1, சிவசக்தி நகர், தெற்கு பால்பண்ணைச்சேரி, நாகப்பட்டினம். — [1145, 1257, 1496, 1339]
town-heading: நாகப்பட்டினம் நகரம் — [1145, 883, 1496, 903]
deputy-organizers: துணை அமைப்பாளர்கள்: (1) ரா.அரவிந்த், 2/55, வேளாளர் தெரு, அந்தணப்பேட்டை, புத்தூர், நாகப்பட்டினம். (2) சி.வினோத்குமார், 3/87, சிவன் தெற்கு தெரு, அந்தணப்பேட்டை, புத்தூர், நாகப்பட்டினம். — [428, 252, 777, 299]
booth-row — [787, 303, 1135, 338]
deputy-organizers: துணை அமைப்பாளர்கள்: (1) மு.ஷாகுல் ஹமீது, 4/29, புதுத்தெரு, ஆழியூர், நாகப்பட்டினம். (2) பழமலது சிராஜ்தீன், 4/143, புதுத்தெரு, ஆழியூர், தேமங்கலம், நாகப்பட்டினம். (3) கு.தமிழரசன், 3/21, பாமணி, ஆழியூர், நாகப்பட்டினம். — [70, 1218, 419, 1283]
booth-number: பாகம் –112 — [1145, 584, 1204, 597]
organizer: அமைப்பாளர்: ரா.நவீன், 12/3, மாரியம்மன் கோயில் பின்புறம், தெற்கு பால்பண்ணைச்சேரி, நாகப்பட்டினம். — [1145, 1218, 1496, 1248]
deputy-organizers: துணை அமைப்பாளர்: (1) மோ.ரகுபதி, 1/153, காளியம்மன் கோயில் தெரு, ஐவநல்லூர், நாகப்பட்டினம். — [428, 1862, 777, 1892]
booth-number: பாகம் – 98 — [1145, 117, 1201, 130]
panchayat-heading: ஆழியூர் ஊராட்சி — [189, 1133, 301, 1151]
booth-row — [1145, 246, 1496, 281]
town-heading: நாகூர் நகரம் — [787, 418, 1135, 438]
booth-row — [428, 627, 777, 662]
ward-heading: 3–வது வார்டு — [923, 714, 999, 728]
booth-organizer: : செ.மூவேந்தன், 1, திருமலையான் சந்து, நாகூர், நாகப்பட்டினம். — [857, 1871, 1135, 1901]
branch-heading: மேலவெளி கிளை — [194, 616, 295, 630]
deputy-organizers: துணை அமைப்பாளர்கள்: (1) மு.தினேஷ்குமார், 2/71, வெள்ளாளர் தெரு, பெருங்கடம்பனூர், நாகப்பட்டினம். (2) கிஷிரண்முகமணி, 1/159, பிள்ளையார் கோயில் தெரு, பெருங்கடம்பனூர், நாகப்பட்டினம். (3) ப.திநேஷ், 2/61, மேலவெளி, பெருங்கடம்பனூர், நாகப்பட்டினம். — [70, 678, 419, 759]
booth-organizer: : வே.குருமூர்த்தி, 2–109, கீழவெளி தெரு, நாகப்பட்டினம். — [141, 1096, 419, 1126]
deputy-organizers: துணை அமைப்பாளர்கள்: (1) செ.சந்தோஷ், 715, புதிய நம்பியார் நகர், நாகப்பட்டினம். (2) வி.பிரதாப், 212, நடுத்தெரு, நம்பியார் நகர், நாகப்பட்டினம். (3) ச.செல்வின்செல்வன், 145, அம்மன் கோயில் பின்புறம், நம்பியார் நகர், நாகப்பட்டினம். — [1145, 1662, 1496, 1727]
organizer: அமைப்பாளர்: மு.மாதவன், 153, தோப்புத் தெரு, வடகுடி, நாகூர், நாகப்பட்டினம். — [428, 712, 777, 742]
booth-organizer: : ப.முகம்மது ஆதில், 3/12, செய்யது பள்ளி குளத்தெரு, நாகூர், நாகப்பட்டினம். — [1215, 584, 1496, 614]
organizer: அமைப்பாளர்: ரா.ராஜேந்திரன், வைரவன் இருப்பு, பெருங்கடம்பனூர், நாகப்பட்டினம். — [70, 790, 419, 820]
column-4 — [1145, 115, 1496, 2327]
booth-row — [787, 266, 1135, 300]
booth-row — [787, 1849, 1135, 1866]
ward-heading: 6–வது வார்டு — [923, 1119, 999, 1133]
deputy-organizers: துணை அமைப்பாளர்கள்: (1) மு.முஹம்மது கௌஸ், 11/12, தேரடி சந்து, நாகூர் நகரம், நாகப்பட்டினம். (2) சா.செய்யது குத்புதீன், 4, செய்யது பள்ளித் தெரு, 1–வது சந்து நாகூர், நாகப்பட்டினம். (3) மு.ஃபஹீம், 3, மதுக்கா மாலிமார் தெரு, நாகூர், நாகப்பட்டினம். — [787, 641, 1135, 705]
organizer: அமைப்பாளர்: து.வெங்கடேஷ், 17, சன்னதி தெரு, வடகுடி, நாகூர், நாகப்பட்டினம். — [428, 947, 777, 977]
deputy-organizers: துணை அமைப்பாளர்கள்: (1) நா.அமீர் குஸ்தகீர், 31, புதுமனைத் தெரு, நாகூர் நகரம், நாகப்பட்டினம். (2) ஹா.முஹம்மது அப்பாஸ், 5, முடுக்குதாமது சந்து நாகூர், நாகப்பட்டினம். (3) ஹா.செய்யது கபீர், 13/1, புதுமனைத்தெரு, நாகூர், நாகப்பட்டினம். — [787, 1602, 1135, 1667]
deputy-organizers: துணை அமைப்பாளர்கள்:(1) அரியசுதீன், கனாமி குடியிருப்பு பிளக்ஸ்னல்ஸ் பின்புறம், நாகூர் நகரம், நாகப்பட்டினம். (2) க.செய்யது முஷ்ரப் அலி, 98, மாரியம்மன் கோயில் தெரு, நாகூர் நகரம், நாகப்பட்டினம். (3) உ.அப்துல் சலாம், பிரதான சாலை, நாகூர், நாகப்பட்டினம். — [787, 1180, 1135, 1262]
ward-heading: 4–வது வார்டு — [923, 849, 999, 863]
branch-heading: அந்தணப்பேட்டை கிளை — [533, 1412, 673, 1426]
booth-row — [1145, 619, 1496, 654]
column-3 — [787, 115, 1135, 2327]
booth-number: பாகம்–191 — [70, 1096, 127, 1108]
booth-row — [70, 266, 419, 300]
booth-number: பாகம்–211 — [787, 194, 843, 206]
booth-organizers-heading: பாக அமைப்பாளர்கள்: — [904, 1811, 1018, 1824]
ward-heading: 16–வது வார்டு — [1278, 1601, 1363, 1615]
booth-organizer: : செ.ஜித்தன், 2/531, ஜம்மியத் நகர், தெத்தி ஊராட்சி நாகப்பட்டினம். — [141, 268, 419, 298]
booth-organizer: : ர.அன்பரசன், 101, அம்பேத்கர், பீரோடும் தெரு, நாகூர், நாகப்பட்டினம். — [1215, 733, 1496, 763]
deputy-organizers: துணை அமைப்பாளர்கள்: (1) ரா.மணிகண்டன், 1/184, மாரியம்மன் கோயில் தெரு, வடகுடி, நாகூர், நாகப்பட்டினம். (2) செ.கோபால வெங்கடேஷ், 131, ஜீவா தெரு, வடகுடி, நாகூர், நாகப்பட்டினம். — [428, 869, 777, 917]
booth-row — [428, 1197, 777, 1231]
booth-number: பாகம் –110 — [1145, 510, 1204, 523]
booth-number: பாகம்–214 — [787, 305, 843, 318]
booth-number: பாகம்–189 — [70, 268, 127, 281]
organizer: அமைப்பாளர்: பா.பாபு, 2/119, மேலத்தெரு, ஆழியூர், நாகப்பட்டினம். — [70, 1566, 419, 1596]
booth-number: பாகம் – 95 — [787, 1831, 843, 1844]
panchayat-heading: வடகுடி ஊராட்சி — [549, 667, 657, 684]
deputy-organizers: துணை அமைப்பாளர்கள்: (1) ரூ.மெய்ஞானேஷ், 25/29, பெருமாள் தெற்கு வீதி, நாகூர் நகரம், நாகப்பட்டினம். (2) சா.சக்திராஜ், 34, பெருமாள் தெற்கு வீதி, நாகூர், நாகப்பட்டினம். (3) ஹரி.அஜ்மல் கமால், 9/11, புதுமானை தெரு சந்து நாகூர், நாகப்பட்டினம். — [787, 1332, 1135, 1397]
booth-number: பாகம்–219 — [428, 555, 485, 568]
booth-number: பாகம்–215 — [787, 342, 843, 355]
booth-number: பாகம் –109 — [1145, 473, 1204, 486]
booth-row — [787, 1829, 1135, 1846]
branch-heading: கடம்பரவாழ்க்கை கிளை — [177, 1679, 312, 1693]
deputy-organizers: துணை அமைப்பாளர்கள்: (1) ஜோஜீன் வர்கீஸ், 61, குயவர் தெரு, நாகூர், நாகப்பட்டினம். (2) அ.பீட்டர் அல்போன்ஸ், 2, நடானப்பேட்டை, நாகூர், நாகப்பட்டினம். (3) பா.சூர்யகுமார், 5/18, பெரியார் தெரு, நாகூர், நாகப்பட்டினம். — [787, 1467, 1135, 1532]
organizer: அமைப்பாளர்: செ.திருமுருகன், 65, தெத்தி புது ரோடு, வடக்கு பால்பண்ணைச்சேரி, நாகப்பட்டினம். — [1145, 1066, 1496, 1096]
booth-number: பாகம் – 96 — [787, 1851, 843, 1863]
booth-number: பாகம்–223 — [428, 1739, 485, 1752]
booth-number: பாகம்–186 — [428, 1199, 485, 1211]
booth-organizer: : பி.பரதன், 75, குயவர் தெரு, நாகூர், நாகப்பட்டினம். — [857, 1851, 1120, 1863]
deputy-organizers: துணை அமைப்பாளர்கள்: (1) பா.ராஜா, 2/15, மேலத்தெரு, ஆழியூர், நாகப்பட்டினம். (2) ம.நடராஜ், 2/145, மேலத் தெரு, ஆழியூர், நாகப்பட்டினம். (3) மமகேந்திரன், 123, மேலத் தெரு, ஆழியூர், நாகப்பட்டினம். — [70, 1606, 419, 1670]
branch-heading: மேல அந்தணப்பேட்டை கிளை — [517, 1547, 689, 1561]
booth-organizers-heading: பாக அமைப்பாளர்கள் — [189, 1039, 300, 1052]
booth-organizers-heading: பாக அமைப்பாளர்கள்: — [187, 174, 302, 187]
booth-row — [1145, 805, 1496, 839]
deputy-organizers: துணை அமைப்பாளர்கள்: (1) சோ.விஜயன், 69, நடுத்தெரு, கடம்பரவாழ்க்கை, ஆழியூர், நாகப்பட்டினம். (2) ச.அருண்ராஜ், 2/82, நடுத்தெரு, கடம்பரவாழ்க்கை, ஆழியூர், நாகப்பட்டினம். — [70, 1741, 419, 1788]
deputy-organizers: துணை அமைப்பாளர்கள்: (1) மு.யோகானந்தம், 3/26, பாமணி, ஆழியூர், நாகப்பட்டினம். (2) மா.ரவிராஜ், 3/8 பி, பாமணி, ஆழியூர், நாகப்பட்டினம். — [70, 1488, 419, 1536]
booth-organizer: : அ.மணிகண்டன், 1,202/3, புதிய தெரு, பெருங்கடம்பனூர், நாகப்பட்டினம். — [141, 1059, 419, 1089]
brand-name: முரசொலி — [774, 52, 900, 85]
booth-row — [70, 1057, 419, 1091]
booth-number: பாகம் –102 — [1145, 248, 1204, 261]
deputy-organizers: துணை அமைப்பாளர்கள்: (1) ரா.சிங்காரவேலன், 39, மேலத் தெரு, வடக்கு பால்பண்ணைச்சேரி, நாகப்பட்டினம். (2) தி.தினேஷ், 3, தெத்தி புதுரோடு, வடக்கு பால்பண்ணைச்சேரி, நாகப்பட்டினம். (3) ம.இளையரசன், 25, கீழத் தெரு, வடக்கு பால்பண்ணைச்சேரி, நாகப்பட்டினம். — [1145, 1105, 1496, 1187]
masthead-rule-right — [934, 72, 1464, 81]
organizer: அமைப்பாளர்: ஹமுஹம்மது சதாம் ஹுசைன், 4/69, மேலத் தெரு, ஆழியூர், நாகப்பட்டினம். — [70, 1179, 419, 1209]
booth-number: பாகம்–212 — [787, 231, 843, 244]
deputy-organizers: துணை அமைப்பாளர்கள்: (1) வெஙம்மாறன், 22/317, சிவன் மேல தெரு, பெருங்கடம்பனூர், நாகப்பட்டினம். (2) பா.மேக வர்மன், 1/52, ஜீவா தெரு, பெருங்கடம்பனூர், நாகப்பட்டினம். (3) செ.சாண்ராஜ், 51, ஜீவா தெரு, பெருங்கடம்பனூர், நாகப்பட்டினம். — [70, 543, 419, 607]
ward-heading: 2–வது வார்டு — [923, 579, 999, 593]
branch-heading: பாமணி ஆதிதிராவிடர் கிளை — [163, 1544, 326, 1559]
organizer: அமைப்பாளர்: தி.முரளி, 2/72, வேளாளர் தெரு, அந்தணப்பேட்டை, புத்தூர், நாகப்பட்டினம். — [428, 212, 777, 242]
booth-row — [1145, 135, 1496, 169]
deputy-organizers: துணை அமைப்பாளர்கள்: (1) சே.கார்த்திகேசன், 3/639, வடக்கு தெரு, பாலையூர், செல்லூர், நாகப்பட்டினம். (2) ரெ.பாலமுருகன், 1/287, தோப்புத் தெரு, செல்லூர், ஐவநல்லூர், நாகப்பட்டினம். — [787, 117, 1135, 164]
